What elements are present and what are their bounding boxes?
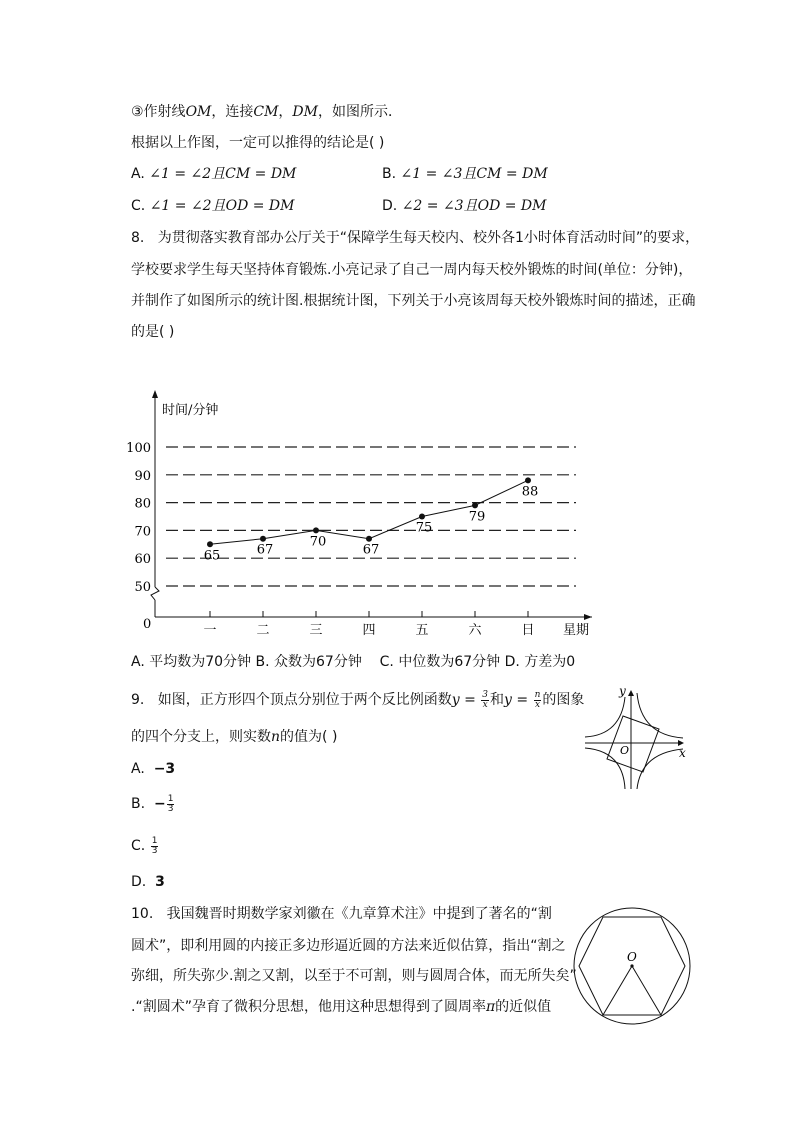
q7-option-b[interactable]: B. ∠1 = ∠3且CM = DM (382, 166, 548, 182)
data-point-0 (207, 541, 213, 547)
q9-branch-q1 (637, 693, 683, 738)
q7-step3: ③作射线OM，连接CM，DM，如图所示． (131, 104, 402, 120)
q10-center-label: O (627, 950, 637, 964)
q8-option-d[interactable]: D. 方差为0 (504, 654, 576, 670)
y-tick-label-50: 50 (134, 580, 151, 595)
data-label-0: 65 (203, 548, 221, 564)
x-axis-label: 星期 (563, 623, 590, 638)
data-label-1: 67 (256, 542, 274, 558)
data-point-2 (313, 527, 319, 533)
y-axis-arrow (152, 390, 158, 398)
q7-option-a[interactable]: A. ∠1 = ∠2且CM = DM (131, 166, 297, 182)
q9-y-label: y (619, 684, 626, 698)
q8-options (131, 652, 575, 672)
line-chart (126, 385, 610, 640)
q9-option-a[interactable]: A. −3 (131, 761, 176, 777)
q10-circle-hexagon-figure (572, 905, 692, 1025)
y-tick-label-90: 90 (134, 468, 151, 484)
q8-line1: 8. 为贯彻落实教育部办公厅关于“保障学生每天校内、校外各1小时体育活动时间”的要求， (131, 230, 700, 246)
x-tick-label-3: 四 (362, 623, 376, 638)
q8-line2: 学校要求学生每天坚持体育锻炼.小亮记录了自己一周内每天校外锻炼的时间(单位：分钟)， (131, 262, 693, 278)
data-label-3: 67 (362, 542, 380, 558)
x-tick-label-2: 三 (309, 623, 323, 638)
data-label-4: 75 (415, 520, 433, 536)
q10-line3: 弥细，所失弥少.割之又割，以至于不可割，则与圆周合体，而无所失矣” (131, 968, 577, 984)
data-label-5: 79 (468, 509, 486, 525)
q10-center-point (630, 964, 633, 967)
y-tick-label-100: 100 (126, 441, 151, 456)
q9-branch-q3 (585, 748, 625, 789)
data-label-6: 88 (521, 484, 539, 500)
q8-number: 8. (131, 230, 145, 246)
q10-number: 10. (131, 906, 154, 922)
q9-origin-label: O (620, 744, 630, 757)
data-label-2: 70 (309, 534, 327, 550)
q9-x-label: x (679, 746, 686, 760)
q10-line2: 圆术”，即利用圆的内接正多边形逼近圆的方法来近似估算，指出“割之 (131, 938, 566, 954)
data-point-6 (525, 477, 531, 483)
q10-line1: 10. 我国魏晋时期数学家刘徽在《九章算术注》中提到了著名的“割 (131, 906, 552, 922)
data-point-3 (366, 536, 372, 542)
q8-option-c[interactable]: C. 中位数为67分钟 (379, 654, 501, 670)
x-tick-label-0: 一 (203, 623, 217, 638)
q9-hyperbola-figure (583, 683, 693, 793)
x-axis-arrow (584, 614, 592, 620)
q9-line1: 9. 如图，正方形四个顶点分别位于两个反比例函数y = $\frac{3}{x}$ 和y = $\frac{n}{x}$ 的图象 (131, 689, 585, 710)
q7-option-c[interactable]: C. ∠1 = ∠2且OD = DM (131, 198, 295, 214)
q7-option-d[interactable]: D. ∠2 = ∠3且OD = DM (382, 198, 547, 214)
q8-option-b[interactable]: B. 众数为67分钟 (255, 654, 362, 670)
data-point-5 (472, 502, 478, 508)
q9-line2: 的四个分支上，则实数n的值为( ) (131, 729, 338, 745)
q8-line3: 并制作了如图所示的统计图.根据统计图，下列关于小亮该周每天校外锻炼时间的描述，正确 (131, 293, 696, 309)
q9-option-d[interactable]: D. 3 (131, 874, 165, 890)
q9-option-c[interactable]: C. $\frac{1}{3}$ (131, 835, 158, 856)
x-tick-label-4: 五 (415, 623, 429, 638)
q9-number: 9. (131, 692, 145, 708)
y-tick-label-70: 70 (134, 524, 151, 540)
origin-label: 0 (143, 617, 152, 632)
q8-line4: 的是( ) (131, 324, 175, 340)
x-tick-label-6: 日 (521, 623, 535, 638)
q7-stem: 根据以上作图，一定可以推得的结论是( ) (131, 135, 385, 151)
q10-line4: .“割圆术”孕育了微积分思想，他用这种思想得到了圆周率π的近似值 (131, 999, 552, 1015)
q9-option-b[interactable]: B. − $\frac{1}{3}$ (131, 793, 174, 814)
q9-branch-q2 (585, 697, 625, 737)
data-point-4 (419, 514, 425, 520)
y-tick-label-80: 80 (134, 496, 151, 512)
x-tick-label-1: 二 (256, 623, 270, 638)
y-axis-label: 时间/分钟 (162, 403, 219, 418)
y-axis-break (151, 587, 159, 600)
q10-triangle (603, 966, 661, 1015)
data-point-1 (260, 536, 266, 542)
q8-option-a[interactable]: A. 平均数为70分钟 (131, 654, 252, 670)
x-tick-label-5: 六 (468, 623, 482, 638)
y-tick-label-60: 60 (134, 552, 151, 568)
